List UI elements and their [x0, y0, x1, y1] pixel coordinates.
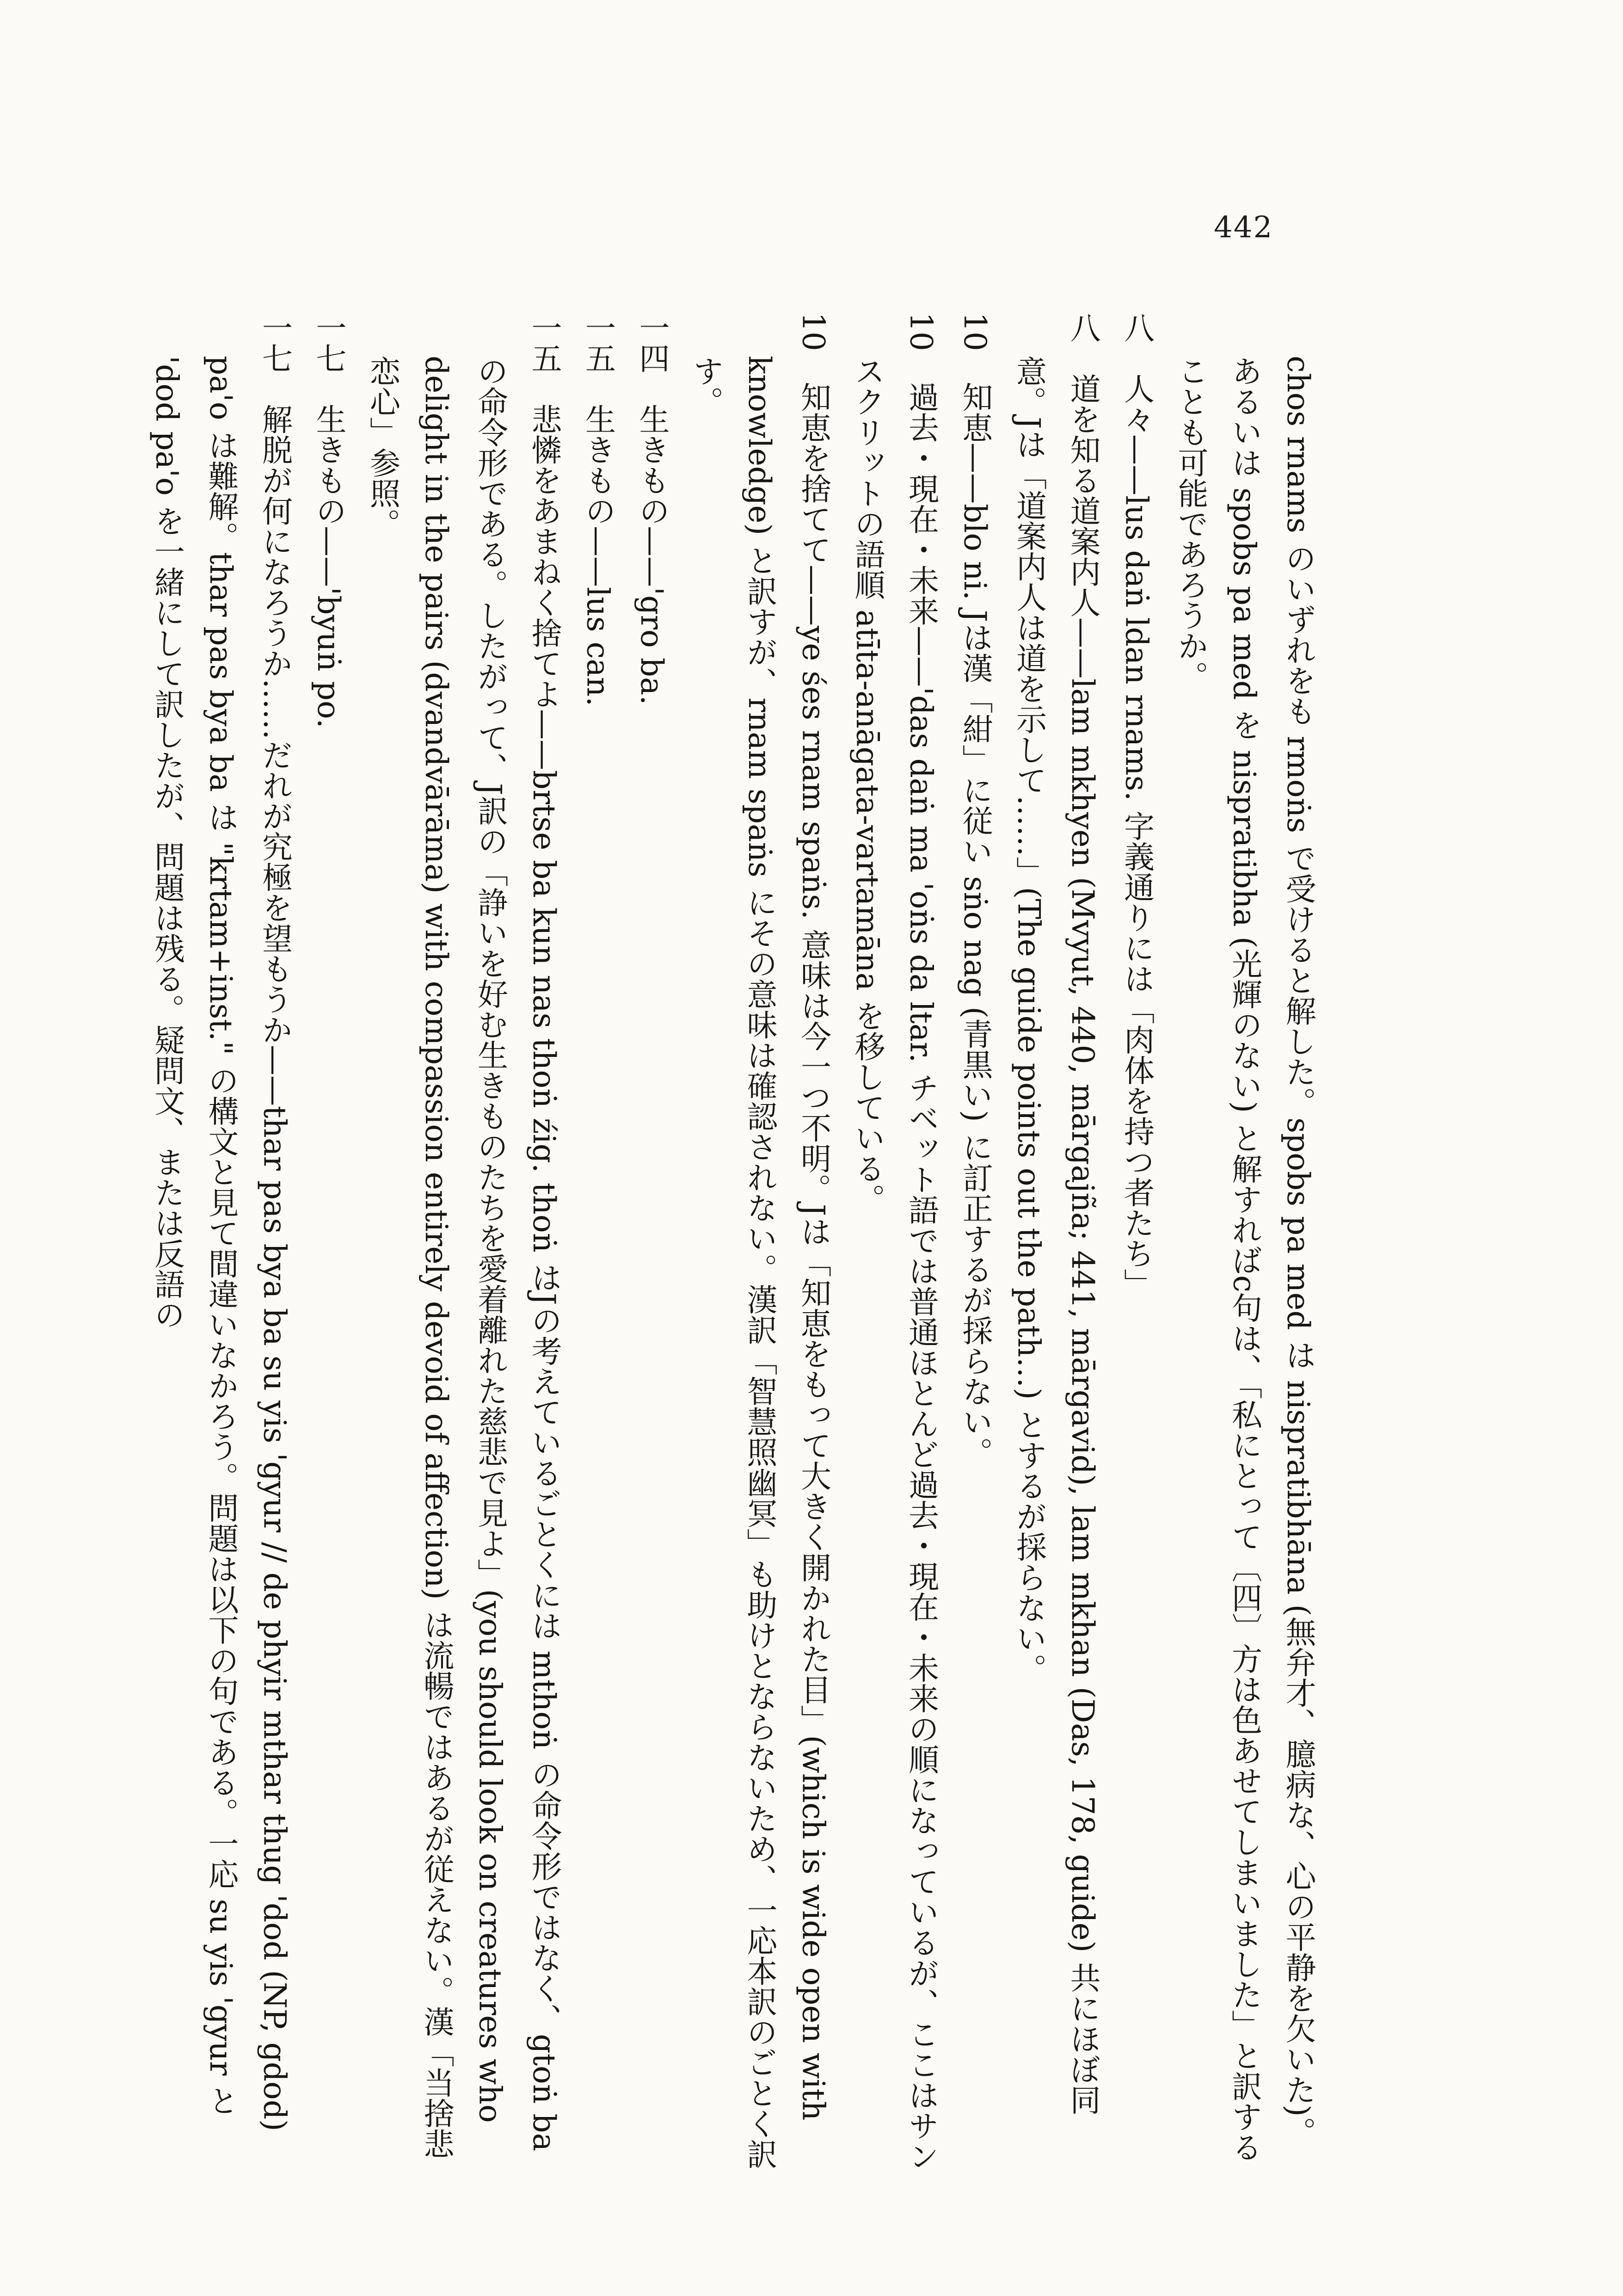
note-continuation [1163, 312, 1325, 2172]
note-entry [1109, 312, 1163, 2172]
note-number: 一七 [257, 312, 293, 373]
note-text: chos rnams のいずれをも rmoṅs で受けると解した。spobs pa med は nispratibhāna (無弁才、臆病な、心の平静を欠いた)。あるいは spobs pa med を nispratibha (光輝のない) と解すればc句は、「私にとって〔四〕方は色あせてしまいました」と訳することも可能であろうか。 [1173, 356, 1316, 2163]
note-text: 知恵を捨てて——ye śes rnam spaṅs. 意味は今一つ不明。Jは「知恵をもって大きく開かれた目」(which is wide open with knowledge) と訳すが、rnam spaṅs にその意味は確認されない。漢訳「智慧照幽冥」も助けとならないため、一応本訳のごとく訳す。 [688, 356, 831, 2169]
note-number: 八 [1065, 312, 1100, 343]
note-number: 一五 [580, 312, 616, 373]
note-number: 一七 [311, 312, 346, 373]
note-entry [840, 312, 948, 2172]
note-text: 生きもの——'gro ba. [634, 404, 670, 705]
note-text: 過去・現在・未来——'das daṅ ma 'oṅs da ltar. チベット語では普通ほとんど過去・現在・未来の順になっているが、ここはサンスクリットの語順 atīta-anāgata-vartamāna を移している。 [849, 356, 939, 2172]
note-text: 人々——lus daṅ ldan rnams. 字義通りには「肉体を持つ者たち」 [1119, 373, 1155, 1299]
note-entry [625, 312, 679, 2172]
note-text: 知恵——blo ni. Jは漢「紺」に従い sṅo nag (青黒い) に訂正するが採らない。 [957, 381, 993, 1468]
note-text: 生きもの——'byuṅ po. [311, 404, 346, 728]
note-number: 10 [957, 312, 993, 351]
note-entry [355, 312, 571, 2172]
note-text: 悲憐をあまねく捨てよ——brtse ba kun nas thoṅ źig. thoṅ はJの考えているごとくには mthoṅ の命令形ではなく、gtoṅ ba の命令形である。したがって、J訳の「諍いを好む生きものたちを愛着離れた慈悲で見よ」(you should look on creatures who delight in the pairs (dvandvārāma) with compassion entirely devoid of affection) は流暢ではあるが従えない。漢「当捨悲恋心」参照。 [364, 356, 562, 2159]
page-number: 442 [1214, 210, 1273, 245]
note-entry [948, 312, 1002, 2172]
note-entry [301, 312, 356, 2172]
note-entry [571, 312, 625, 2172]
note-number: 10 [795, 312, 831, 351]
note-entry [140, 312, 301, 2172]
vertical-body-text [104, 312, 1325, 2172]
note-number: 一四 [634, 312, 670, 373]
note-text: 生きもの——lus can. [580, 404, 616, 707]
note-text: 解脱が何になろうか……だれが究極を望もうか——thar pas bya ba su yis 'gyur // de phyir mthar thug 'dod (NP, gdod) pa'o は難解。thar pas bya ba は "krtam+inst." の構文と見て間違いなかろう。問題は以下の句である。一応 su yis 'gyur と 'dod pa'o を一緒にして訳したが、問題は残る。疑問文、または反語の [149, 356, 293, 2131]
note-number: 八 [1119, 312, 1155, 343]
note-number: 10 [903, 312, 939, 351]
note-entry [1002, 312, 1109, 2172]
note-number: 一五 [526, 312, 562, 373]
note-entry [678, 312, 840, 2172]
note-text: 道を知る道案内人——lam mkhyen (Mvyut, 440, mārgajña; 441, mārgavid), lam mkhan (Das, 178, guide) 共にほぼ同意。Jは「道案内人は道を示して……」(The guide points out the path…) とするが採らない。 [1011, 356, 1100, 2115]
